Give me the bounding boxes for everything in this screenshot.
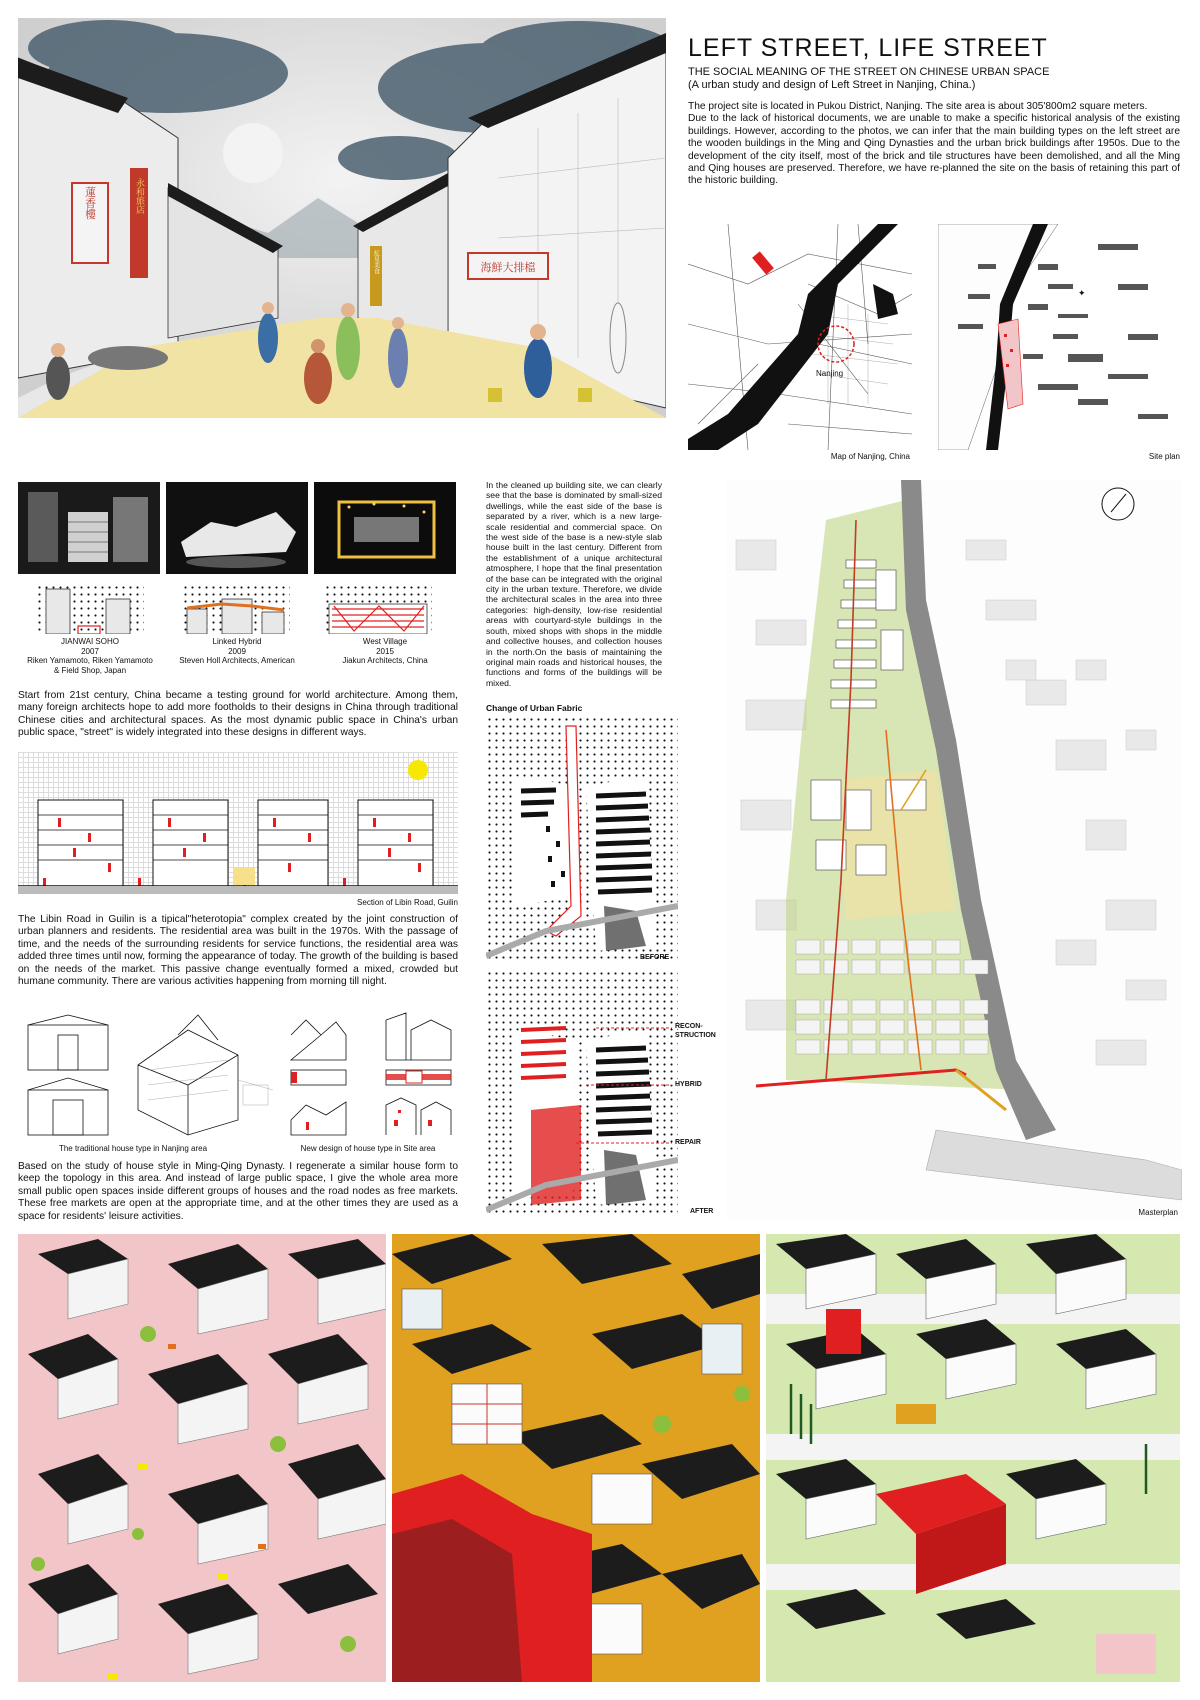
north-arrow-icon <box>1078 289 1086 299</box>
caption-traditional-house: The traditional house type in Nanjing area <box>58 1144 208 1153</box>
page-subtitle-2: (A urban study and design of Left Street in Nanjing, China.) <box>688 79 976 91</box>
text-world-architecture: Start from 21st century, China became a testing ground for world architecture. Among them, many foreign architects hope to add more footholds to their designs in China through traditional Chinese cities and architectural spaces. As the most dynamic public space in China's urban public space, "street" is widely integrated into these designs in different ways. <box>18 690 458 739</box>
houses-text: Based on the study of house style in Ming-Qing Dynasty. I regenerate a similar house form to keep the topology in this area. And instead of large public space, I give the whole area more small public open spaces inside different groups of houses and the road nodes as free markets. These free markets are open at the appropriate time, and at the other times they are used as a space for residents' leisure activities. <box>18 1161 458 1222</box>
fabric-after-diagram <box>486 970 678 1216</box>
ref-name-linked-hybrid: Linked Hybrid <box>212 637 262 646</box>
intro-text <box>688 101 1180 188</box>
new-house-drawings <box>286 1010 458 1140</box>
fabric-title: Change of Urban Fabric <box>486 703 583 713</box>
ref-year-soho: 2007 <box>81 646 99 656</box>
libin-road-section <box>18 752 458 894</box>
caption-new-house: New design of house type in Site area <box>300 1144 436 1153</box>
intro-para-2: Due to the lack of historical documents, we are unable to make a specific historical analysis of the existing buildings. However, according to the photos, we can infer that the main building types on the left street are the wooden buildings in the Ming and Qing Dynasties and the urban brick buildings after 1950s. Due to the development of the city itself, most of the brick and tile structures have been demolished, and all the Ming and Qing houses are preserved. Therefore, we have re-planned the site on the basis of retaining this part of the historic building. <box>688 113 1180 187</box>
nanjing-label: Nanjing <box>816 369 844 378</box>
page-subtitle: THE SOCIAL MEANING OF THE STREET ON CHINESE URBAN SPACE <box>688 66 1050 78</box>
sign-yonghe: 永和旅店 <box>134 178 144 214</box>
ref-arch-soho-1: Riken Yamamoto, Riken Yamamoto <box>27 656 153 665</box>
ref-year-linked-hybrid: 2009 <box>228 646 246 656</box>
masterplan <box>726 480 1182 1220</box>
ref-caption-linked-hybrid <box>166 637 308 666</box>
nanjing-map-caption: Map of Nanjing, China <box>830 452 910 461</box>
ref-arch-linked-hybrid: Steven Holl Architects, American <box>179 656 295 665</box>
hero-street-illustration <box>18 18 666 418</box>
ref-caption-west-village <box>310 637 460 666</box>
traditional-house-drawings <box>18 1010 278 1140</box>
ref-name-west-village: West Village <box>362 637 408 646</box>
site-plan <box>938 224 1180 450</box>
annot-reconstruction-2: STRUCTION <box>675 1032 716 1039</box>
ref-name-soho: JIANWAI SOHO <box>61 637 119 646</box>
sign-lianxiang: 蓮香樓 <box>83 186 97 220</box>
annot-repair: REPAIR <box>675 1139 701 1146</box>
annot-hybrid: HYBRID <box>675 1081 702 1088</box>
north-arrow-icon <box>1102 488 1134 520</box>
libin-caption: Section of Libin Road, Guilin <box>357 898 458 907</box>
masterplan-caption: Masterplan <box>1138 1208 1178 1217</box>
reference-photo-soho <box>18 482 160 574</box>
ref-year-west-village: 2015 <box>376 646 394 656</box>
libin-text: The Libin Road in Guilin is a tipical"heterotopia" complex created by the joint construction of urban planners and residents. The residential area was built in the 1970s. With the passage of time, and the needs of the surrounding residents for service functions, the residential area was added three times until now, forming the appearance of today. The growth of the building is based on the needs of the market. This passive change eventually formed a mixed, crowded but humane community. There are various activities happening from morning till night. <box>18 914 458 988</box>
ref-arch-west-village: Jiakun Architects, China <box>342 656 428 665</box>
annot-reconstruction <box>675 1022 716 1040</box>
aerial-view-3 <box>766 1234 1180 1682</box>
aerial-view-2 <box>392 1234 760 1682</box>
nanjing-map <box>688 224 912 450</box>
ref-arch-soho-2: & Field Shop, Japan <box>53 665 127 675</box>
page-title: LEFT STREET, LIFE STREET <box>688 34 1048 62</box>
aerial-view-1 <box>18 1234 386 1682</box>
reference-photo-west-village <box>314 482 456 574</box>
fabric-after-label: AFTER <box>690 1208 714 1215</box>
sign-seafood: 海鮮大排檔 <box>480 261 536 274</box>
fabric-before-diagram <box>486 716 678 962</box>
site-plan-caption: Site plan <box>1148 452 1180 461</box>
sun-icon <box>408 760 428 780</box>
diagram-jianwai-soho <box>36 584 144 634</box>
intro-para-1: The project site is located in Pukou District, Nanjing. The site area is about 305'800m2 square meters. <box>688 101 1148 112</box>
ref-caption-soho <box>20 637 160 675</box>
svg-text:✦: ✦ <box>1078 289 1086 299</box>
annot-reconstruction-1: RECON- <box>675 1023 703 1030</box>
diagram-linked-hybrid <box>182 584 290 634</box>
diagram-west-village <box>324 584 432 634</box>
reference-photo-linked-hybrid <box>166 482 308 574</box>
fabric-before-label: BEFORE <box>640 954 670 961</box>
sign-hongxing: 紅星美食 <box>372 250 380 274</box>
site-analysis-text: In the cleaned up building site, we can clearly see that the base is dominated by small-sized dwellings, while the east side of the base is separated by a river, which is a new large-scale residential and commercial space. On the west side of the base is a new-style slab house built in the last century. Different from the establishment of a unique architectural atmosphere, I hope that the final presentation of the base can be integrated with the original city in the urban texture. Therefore, we divide the architectural scales in the area into three categories: high-density, low-rise residential areas with courtyard-style buildings in the south, mixed shops with shops in the middle and collective houses, and collection houses in the north.On the basis of maintaining the original main roads and historical houses, the functions and forms of the buildings will be mixed. <box>486 480 662 688</box>
